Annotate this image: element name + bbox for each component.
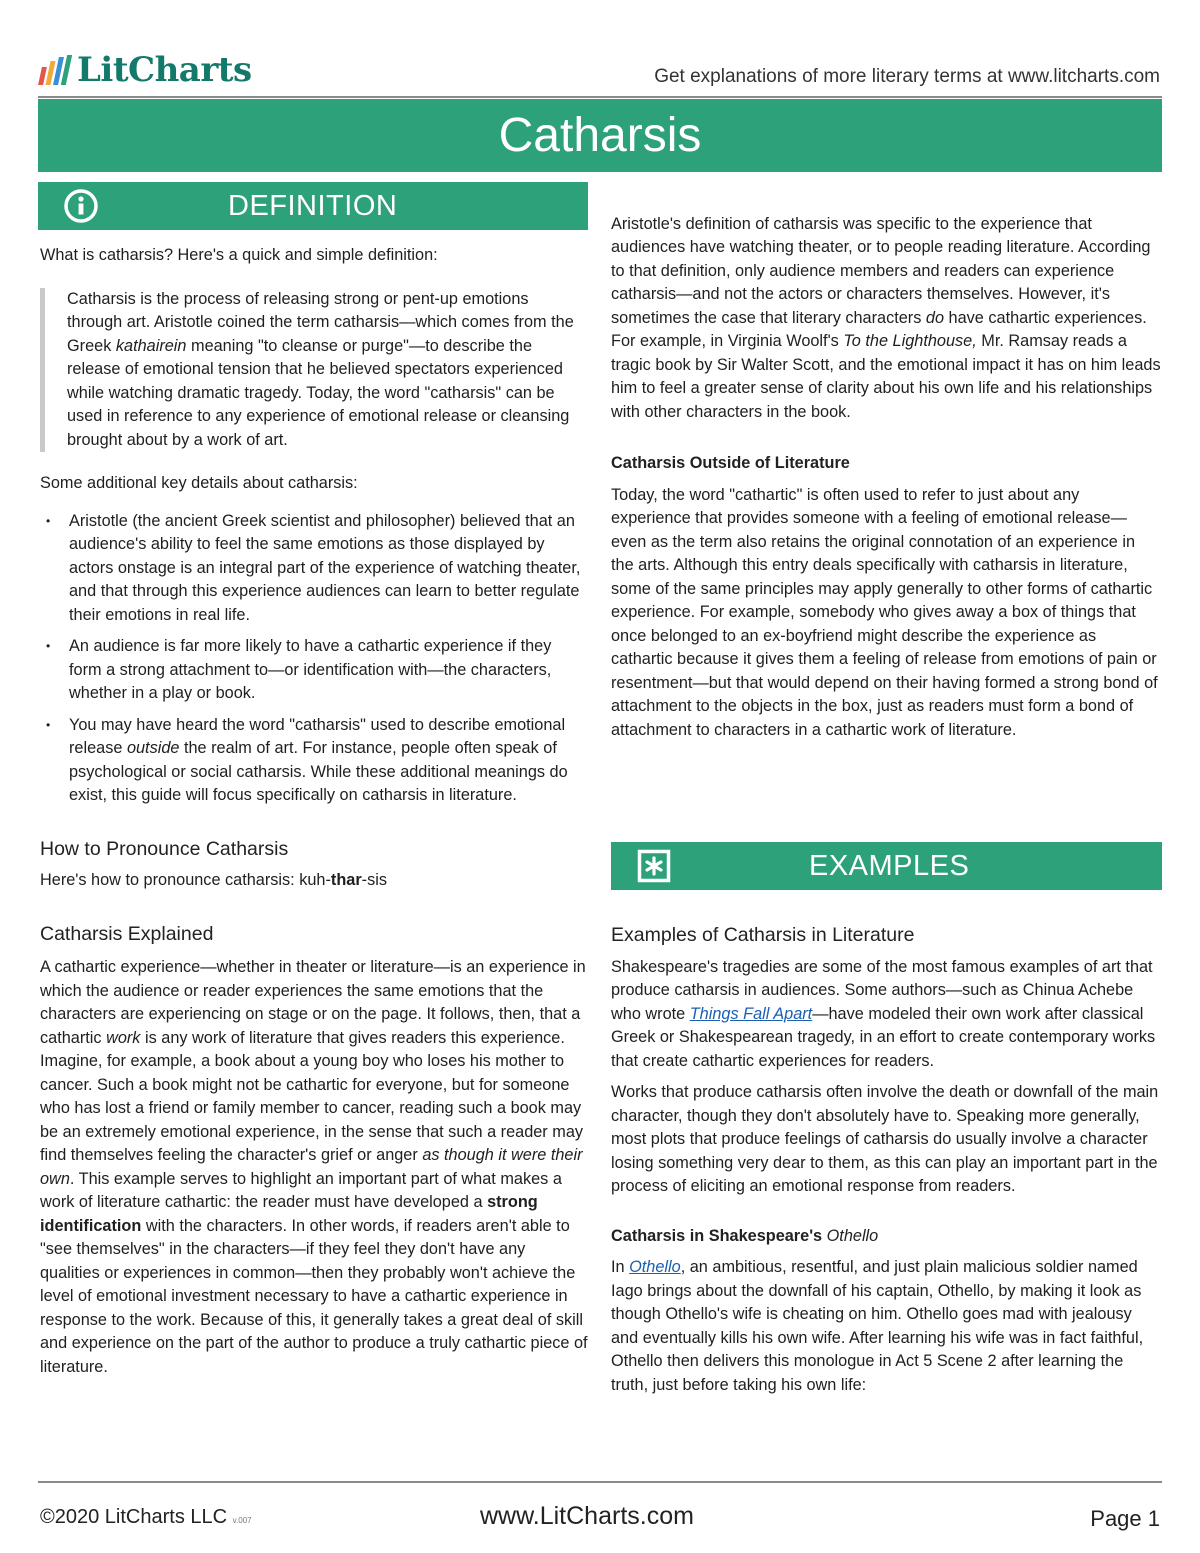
explained-text-c: . This example serves to highlight an important part of what makes a work of literature cathartic: the reader must have developed a — [40, 1169, 562, 1211]
pronounce-text — [40, 869, 588, 893]
othello-text-a: In — [611, 1258, 630, 1276]
explained-p2-em-title: To the Lighthouse, — [843, 332, 977, 350]
examples-paragraph-2: Works that produce catharsis often involve the death or downfall of the main character, though they don't absolutely have to. Speaking more generally, most plots that produce feelings of catharsis do usually involve a character losing something very dear to them, as this can play an important part in the process of eliciting an emotional response from readers. — [611, 1083, 1159, 1195]
othello-link[interactable]: Othello — [629, 1258, 681, 1276]
explained-continued — [611, 179, 1161, 203]
explained-p2-text-b: have cathartic experiences. For example, in Virginia Woolf's — [611, 308, 1147, 350]
explained-p2-em-do: do — [925, 308, 945, 327]
definition-header — [38, 182, 588, 230]
quote-text-b: meaning "to cleanse or purge"—to describe the release of emotional tension that he believed spectators experienced while watching dramatic tragedy. Today, the word "catharsis" can be used in reference to any experience of emotional release or cleansing brought about by a work of art. — [67, 336, 570, 449]
explained-p2-text-a: Aristotle's definition of catharsis was specific to the experience that audiences have watching theater, or to people reading literature. According to that definition, only audience members and readers can experience catharsis—and not the actors or characters themselves. However, it's sometimes the case that literary characters — [611, 214, 1151, 327]
left-column — [40, 244, 588, 1379]
definition-quote — [40, 288, 588, 453]
version-text: v.007 — [232, 1516, 252, 1525]
bullet-text-b: the realm of art. For instance, people often speak of psychological or social catharsis. While these additional meanings do exist, this guide will focus specifically on catharsis in literature. — [69, 739, 568, 804]
explained-strong: strong identification — [40, 1193, 538, 1235]
pronounce-stress: thar — [330, 871, 362, 889]
footer-copyright — [40, 1506, 252, 1529]
othello-text-b: , an ambitious, resentful, and just plain malicious soldier named Iago brings about the downfall of his captain, Othello, by making it look as though Othello's wife is cheating on him. Othello goes mad with jealousy and eventually kills his own wife. After learning his wife was in fact faithful, Othello then delivers this monologue in Act 5 Scene 2 after learning the truth, just before taking his own life: — [611, 1258, 1144, 1394]
examples-text-b: —have modeled their own work after classical Greek or Shakespearean tragedy, in an effort to create contemporary works that create cathartic experiences for readers. — [611, 1004, 1156, 1070]
definition-heading: DEFINITION — [228, 190, 398, 222]
explained-heading: Catharsis Explained — [40, 922, 214, 945]
page-title: Catharsis — [498, 109, 702, 162]
quote-text-a: Catharsis is the process of releasing strong or pent-up emotions through art. Aristotle coined the term catharsis—which comes from the Greek — [67, 289, 574, 355]
list-item — [40, 714, 588, 808]
pronounce-text-b: -sis — [361, 871, 387, 889]
pronounce-text-a: Here's how to pronounce catharsis: kuh- — [40, 871, 331, 889]
othello-heading-text: Catharsis in Shakespeare's — [611, 1226, 827, 1245]
examples-text-a: Shakespeare's tragedies are some of the most famous examples of art that produce catharsis in audiences. Some authors—such as Chinua Achebe who wrote — [611, 957, 1153, 1023]
copyright-text: ©2020 LitCharts LLC — [40, 1506, 228, 1528]
explained-em-own: as though it were their own — [40, 1146, 583, 1188]
header-tagline[interactable]: Get explanations of more literary terms at www.litcharts.com — [654, 66, 1160, 87]
quote-greek-term: kathairein — [115, 336, 187, 355]
examples-sub-heading: Examples of Catharsis in Literature — [611, 924, 915, 946]
othello-paragraph — [611, 1256, 1161, 1397]
right-column — [611, 179, 1161, 742]
outside-paragraph: Today, the word "cathartic" is often used to refer to just about any experience that provides someone with a feeling of emotional release—even as the term also retains the original connotation of an experience in the arts. Although this entry deals specifically with catharsis in literature, some of the same principles may apply generally to other forms of cathartic experience. For example, somebody who gives away a box of things that once belonged to an ex-boyfriend might describe the experience as cathartic because it gives them a feeling of release from emotions of pain or resentment—but that would depend on their having formed a strong bond of attachment to the objects in the box, just as readers must form a bond of attachment to characters in a cathartic work of literature. — [611, 485, 1158, 739]
explained-text-b: is any work of literature that gives readers this experience. Imagine, for example, a book about a young boy who loses his mother to cancer. Such a book might not be cathartic for everyone, but for someone who has lost a friend or family member to cancer, reading such a book may be an extremely emotional experience, in the sense that such a reader may find themselves feeling the character's grief or anger — [40, 1028, 584, 1164]
explained-text-a: A cathartic experience—whether in theater or literature—is an experience in which the audience or reader experiences the same emotions that the characters are experiencing on stage or on the page. It follows, then, that a cathartic — [40, 958, 586, 1047]
bullet-text-a: You may have heard the word "catharsis" used to describe emotional release — [69, 715, 566, 757]
explained-em-work: work — [106, 1028, 141, 1047]
explained-paragraph-2 — [611, 213, 1161, 425]
logo-bars-icon — [40, 55, 69, 85]
othello-heading — [611, 1225, 1161, 1249]
key-details-intro: Some additional key details about catharsis: — [40, 474, 358, 492]
explained-p2-text-c: Mr. Ramsay reads a tragic book by Sir Walter Scott, and the emotional impact it has on him leads him to feel a greater sense of clarity about his own life and his relationships with other characters in the book. — [611, 332, 1161, 421]
key-details-list — [40, 510, 588, 808]
footer-divider — [38, 1481, 1162, 1483]
examples-heading: EXAMPLES — [809, 850, 970, 882]
examples-paragraph-1 — [611, 956, 1161, 1074]
litcharts-logo[interactable] — [40, 50, 252, 90]
header-divider — [38, 96, 1162, 98]
explained-text-d: with the characters. In other words, if readers aren't able to "see themselves" in the characters—if they feel they don't have any qualities or experiences in common—then they probably won't achieve the level of emotional investment necessary to have a cathartic experience in response to the work. Because of this, it generally takes a great deal of skill and experience on the part of the author to produce a truly cathartic piece of literature. — [40, 1216, 588, 1376]
examples-column — [611, 924, 1161, 1397]
footer-page-number: Page 1 — [1090, 1506, 1160, 1531]
bullet-emphasis: outside — [126, 739, 180, 757]
asterisk-box-icon — [637, 849, 671, 883]
examples-header — [611, 842, 1162, 890]
explained-paragraph-1 — [40, 956, 588, 1379]
outside-heading: Catharsis Outside of Literature — [611, 454, 850, 472]
title-bar — [38, 99, 1162, 172]
things-fall-apart-link[interactable]: Things Fall Apart — [689, 1004, 813, 1023]
list-item: • Aristotle (the ancient Greek scientist and philosopher) believed that an audience's ability to feel the same emotions as those displayed by actors onstage is an integral part of the experience of watching theater, and that through this experience audiences can learn to better regulate their emotions in real life. — [40, 510, 588, 628]
info-icon — [64, 189, 98, 223]
footer-site-link[interactable]: www.LitCharts.com — [480, 1502, 694, 1530]
definition-intro: What is catharsis? Here's a quick and simple definition: — [40, 246, 438, 264]
list-item: • An audience is far more likely to have a cathartic experience if they form a strong attachment to—or identification with—the characters, whether in a play or book. — [40, 635, 588, 706]
pronounce-heading: How to Pronounce Catharsis — [40, 837, 289, 860]
logo-text: LitCharts — [77, 50, 252, 90]
othello-heading-title: Othello — [826, 1226, 879, 1245]
